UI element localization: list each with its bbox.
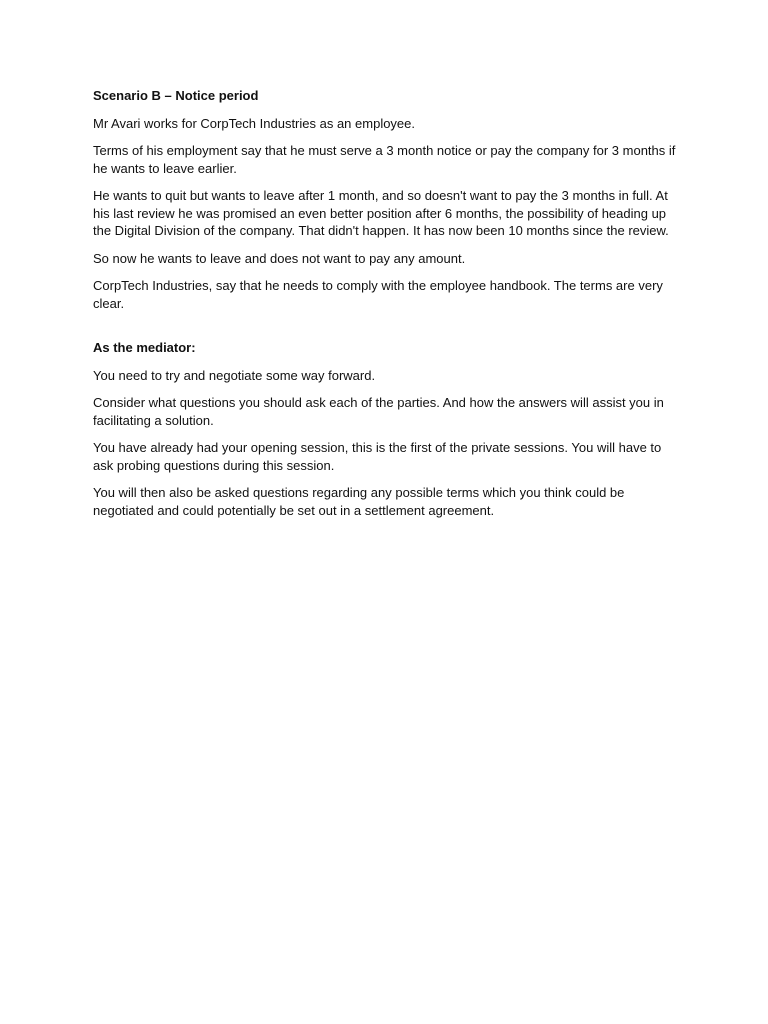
scenario-paragraph: Mr Avari works for CorpTech Industries as an employee. (93, 115, 416, 131)
mediator-paragraph: You will then also be asked questions regarding any possible terms which you think could be negotiated and could potentially be set out in a settlement agreement. (93, 485, 625, 518)
scenario-paragraph: So now he wants to leave and does not want to pay any amount. (93, 250, 466, 266)
scenario-heading: Scenario B – Notice period (93, 88, 259, 103)
mediator-paragraph: You have already had your opening session, this is the first of the private sessions. You will have to ask probing questions during this session. (93, 440, 662, 473)
mediator-heading: As the mediator: (93, 340, 196, 355)
document-body (93, 87, 678, 529)
mediator-paragraph: You need to try and negotiate some way forward. (93, 367, 376, 383)
scenario-paragraph: CorpTech Industries, say that he needs to comply with the employee handbook. The terms are very clear. (93, 278, 663, 311)
mediator-paragraph: Consider what questions you should ask each of the parties. And how the answers will assist you in facilitating a solution. (93, 395, 664, 428)
scenario-paragraph: He wants to quit but wants to leave after 1 month, and so doesn't want to pay the 3 months in full. At his last review he was promised an even better position after 6 months, the possibility of heading up the Digital Division of the company. That didn't happen. It has now been 10 months since the review. (93, 188, 669, 238)
section-spacer (93, 322, 678, 339)
scenario-paragraph: Terms of his employment say that he must serve a 3 month notice or pay the company for 3 months if he wants to leave earlier. (93, 143, 676, 176)
